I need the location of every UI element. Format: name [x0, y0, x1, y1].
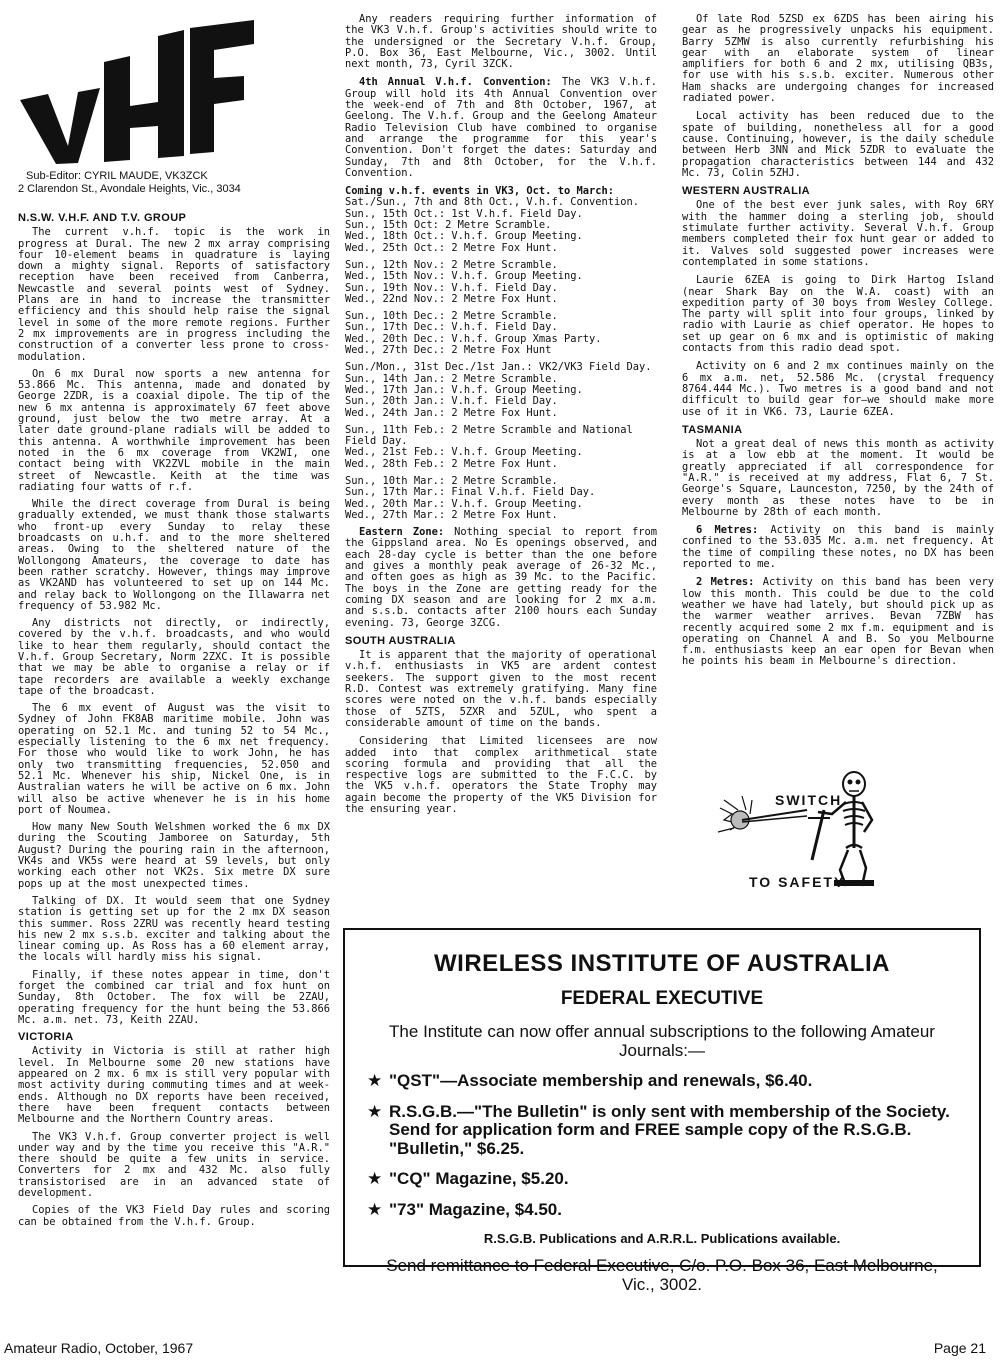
star-icon: ★ [367, 1169, 383, 1188]
events-title: Coming v.h.f. events in VK3, Oct. to March: [345, 185, 614, 198]
nsw-para: How many New South Welshmen worked the 6 mx DX during the Scouting Jamboree on Saturday, 5th August? During the pouring rain in the afternoon, VK4s and VK5s were heard at S9 levels, but only working each other not VK2s. Six metre DX sure pops up at the most unexpected times. [18, 821, 330, 890]
ad-journal-item [367, 1103, 959, 1159]
column-3 [682, 14, 994, 675]
nsw-para: Finally, if these notes appear in time, don't forget the combined car trial and fox hunt on Sunday, 8th October. The fox will be 2ZAU, operating frequency for the hunt being the 53.866 Mc. a.m. net. 73, Keith 2ZAU. [18, 968, 330, 1026]
event-item: Wed., 20th Mar.: V.h.f. Group Meeting. [345, 497, 583, 510]
sub-editor: Sub-Editor: CYRIL MAUDE, VK3ZCK [26, 170, 208, 182]
two-metres-runin: 2 Metres: [696, 576, 755, 589]
star-icon: ★ [367, 1199, 383, 1219]
star-icon: ★ [367, 1101, 383, 1121]
ad-journal-item [367, 1170, 959, 1189]
event-item: Wed., 15th Nov.: V.h.f. Group Meeting. [345, 270, 583, 283]
event-item: Wed., 18th Oct.: V.h.f. Group Meeting. [345, 230, 583, 243]
event-item: Sun., 15th Oct.: 1st V.h.f. Field Day. [345, 207, 583, 220]
event-item: Wed., 17th Jan.: V.h.f. Group Meeting. [345, 383, 583, 396]
sa-para: Considering that Limited licensees are now added into that complex arithmetical state scoring formula and providing that all the respective logs are submitted to the F.C.C. by the VK5 v.h.f. operators the State Trophy may again become the property of the VK5 Division for the ensuring year. [345, 735, 657, 815]
ad-publications: R.S.G.B. Publications and A.R.R.L. Publications available. [483, 1231, 841, 1246]
vic-para: Copies of the VK3 Field Day rules and scoring can be obtained from the V.h.f. Group. [18, 1204, 330, 1228]
six-metres-runin: 6 Metres: [696, 524, 759, 537]
nsw-para: On 6 mx Dural now sports a new antenna for 53.866 Mc. This antenna, made and donated by George 2ZDR, is a coaxial dipole. The tip of the new 6 mx antenna is approximately 67 feet above ground, just below the two metre array. At a later date ground-plane radials will be added to this antenna. A worthwhile improvement has been noted in the 6 mx coverage from VK2WI, one contact being with VK2ZVL mobile in the main street of Newcastle. Keith at the time was radiating four watts of r.f. [18, 367, 330, 493]
event-item: Wed., 20th Dec.: V.h.f. Group Xmas Party. [345, 332, 602, 345]
event-item: Wed., 27th Dec.: 2 Metre Fox Hunt [345, 344, 552, 357]
event-item: Sun., 15th Oct: 2 Metre Scramble. [345, 219, 552, 232]
event-item: Wed., 27th Mar.: 2 Metre Fox Hunt. [345, 508, 558, 521]
events-list [345, 186, 657, 521]
wa-para: Laurie 6ZEA is going to Dirk Hartog Island (near Shark Bay on the W.A. coast) with an expedition party of 30 boys from Wesley College. The party will split into four groups, linked by radio with Laurie as chief operator. He hopes to set up gear on 6 mx and is optimistic of making contacts from this radio dead spot. [682, 274, 994, 355]
readers-para: Any readers requiring further information of the VK3 V.h.f. Group's activities should write to the undersigned or the Secretary V.h.f. Group, P.O. Box 36, East Melbourne, Vic., 3002. Until next month, 73, Cyril 3ZCK. [345, 13, 657, 71]
event-item: Sun., 17th Dec.: V.h.f. Field Day. [345, 321, 558, 334]
nsw-para: Any districts not directly, or indirectly, covered by the v.h.f. broadcasts, and who would like to hear them regularly, should contact the V.h.f. Group Secretary, Norm 2ZXC. It is possible that we may be able to organise a relay or if tape recorders are available a weekly exchange tape of the broadcast. [18, 617, 330, 697]
event-item: Sun., 20th Jan.: V.h.f. Field Day. [345, 395, 558, 408]
nsw-para: The current v.h.f. topic is the work in progress at Dural. The new 2 mx array comprising four 10-element beams in quadrature is laying down a mighty signal. Reports of satisfactory reception have been received from Canberra, Newcastle and several points west of Sydney. Plans are in hand to increase the transmitter efficiency and this should help raise the signal level in some of the more remote regions. Further 2 mx improvements are in progress including the construction of a converter less prone to cross-modulation. [18, 226, 330, 363]
event-item: Sun., 19th Nov.: V.h.f. Field Day. [345, 281, 558, 294]
column-1 [18, 18, 330, 1234]
event-item: Sun./Mon., 31st Dec./1st Jan.: VK2/VK3 Field Day. [345, 361, 652, 374]
convention-text: The VK3 V.h.f. Group will hold its 4th Annual Convention over the week-end of 7th and 8th October, 1967, at Geelong. The V.h.f. Group and the Geelong Amateur Radio Television Club have combined to organise and arrange the programme for this year's Convention. Don't forget the dates: Saturday and Sunday, 7th and 8th October, for the V.h.f. Convention. [345, 76, 657, 179]
sa-cont-para: Of late Rod 5ZSD ex 6ZDS has been airing his gear as he progressively unpacks his equipment. Barry 5ZMW is also currently refurbishing his gear with an elaborate system of linear amplifiers for both 6 and 2 mx, utilising QB3s, for use with his s.s.b. exciter. Numerous other Ham shacks are undergoing changes for increased radiated power. [682, 13, 994, 105]
six-metres-text: Activity on this band is mainly confined to the 53.035 Mc. a.m. net frequency. At the time of compiling these notes, no DX has been reported to me. [682, 524, 994, 571]
event-item: Sun., 17th Mar.: Final V.h.f. Field Day. [345, 486, 596, 499]
event-item: Sun., 12th Nov.: 2 Metre Scramble. [345, 258, 558, 271]
wia-advertisement [343, 928, 981, 1294]
wa-para: One of the best ever junk sales, with Roy 6RY with the hammer doing a sterling job, should stimulate further activity. Several V.h.f. Group members completed their fox hunt gear or added to it. Valves sold suggested power increases were contemplated in some stations. [682, 199, 994, 268]
page-number: Page 21 [933, 1340, 986, 1356]
convention-runin: 4th Annual V.h.f. Convention: [359, 76, 552, 89]
ad-intro: The Institute can now offer annual subscriptions to the following Amateur Journals:— [389, 1022, 935, 1060]
two-metres-para [682, 577, 994, 667]
event-item: Sun., 11th Feb.: 2 Metre Scramble and National Field Day. [345, 423, 633, 448]
eastern-text: Nothing special to report from the Gippsland area. No Es openings observed, and each 28-day cycle is better than the one before and gives a monthly peak average of 26-32 Mc., and often goes as high as 39 Mc. to the Pacific. The boys in the Zone are getting ready for the coming DX season and are looking for 2 mx a.m. and s.s.b. contacts after 2100 hours each Sunday evening. 73, George 3ZCG. [345, 526, 657, 629]
convention-para [345, 77, 657, 179]
sub-editor-block [18, 170, 330, 195]
ad-title: WIRELESS INSTITUTE OF AUSTRALIA [434, 950, 890, 977]
heading-south-australia: SOUTH AUSTRALIA [345, 634, 456, 647]
wa-para: Activity on 6 and 2 mx continues mainly on the 6 mx a.m. net, 52.586 Mc. (crystal frequency 8764.444 Mc.). Two metres is a good band and not difficult to build gear for—we should make more use of it in VK6. 73, Laurie 6ZEA. [682, 360, 994, 418]
event-item: Wed., 22nd Nov.: 2 Metre Fox Hunt. [345, 292, 558, 305]
vhf-logo [18, 18, 258, 168]
sub-editor-address: 2 Clarendon St., Avondale Heights, Vic., 3034 [18, 182, 241, 195]
ad-journal-text: "QST"—Associate membership and renewals, $6.40. [389, 1071, 813, 1090]
ad-subtitle: FEDERAL EXECUTIVE [560, 988, 764, 1009]
star-icon: ★ [367, 1071, 383, 1090]
event-item: Sun., 14th Jan.: 2 Metre Scramble. [345, 372, 558, 385]
event-item: Sun., 10th Mar.: 2 Metre Scramble. [345, 474, 558, 487]
heading-western-australia: WESTERN AUSTRALIA [682, 185, 810, 198]
ad-journal-item [367, 1201, 959, 1220]
switch-to-safety-illustration [712, 770, 877, 890]
ad-journal-list [367, 1072, 959, 1219]
ad-journal-text: "CQ" Magazine, $5.20. [389, 1169, 569, 1188]
ad-journal-text: R.S.G.B.—"The Bulletin" is only sent with membership of the Society. Send for application form and FREE sample copy of the R.S.G.B. "Bulletin," $6.25. [389, 1101, 950, 1158]
sa-para: It is apparent that the majority of operational v.h.f. enthusiasts in VK5 are ardent contest seekers. The support given to the most recent R.D. Contest was extremely gratifying. Many fine scores were noted on the v.h.f. bands especially those of 5ZTS, 5ZXR and 5ZUL, who spent a considerable amount of time on the bands. [345, 649, 657, 729]
event-item: Sun., 10th Dec.: 2 Metre Scramble. [345, 310, 558, 323]
nsw-para: The 6 mx event of August was the visit to Sydney of John FK8AB maritime mobile. John was operating on 52.1 Mc. and tuning 52 to 54 Mc., especially listening to the 6 mx net frequency. For those who would like to work John, he has only two transmitting frequencies, 52.050 and 52.1 Mc. Whenever his ship, Nickel One, is in Australian waters he will be active on 6 mx. John will also be active whenever he is in his home port of Noumea. [18, 702, 330, 816]
two-metres-text: Activity on this band has been very low this month. This could be due to the cold weather we have had lately, but should pick up as the warmer weather arrives. Bevan 7ZBW has recently acquired some 2 mx f.m. equipment and is operating on Channel A and B. So you Melbourne f.m. enthusiasts keep an ear open for Bevan when he points his beam in Melbourne's direction. [682, 576, 994, 668]
event-item: Sat./Sun., 7th and 8th Oct., V.h.f. Convention. [345, 196, 640, 209]
sa-cont-para: Local activity has been reduced due to the spate of building, nonetheless all for a good cause. Continuing, however, is the daily schedule between Herb 3NN and Mick 5ZDR to evaluate the propagation characteristics between 144 and 432 Mc. 73, Colin 5ZHJ. [682, 110, 994, 179]
to-safety-label: TO SAFETY [749, 874, 846, 890]
ad-remittance: Send remittance to Federal Executive, C/o. P.O. Box 36, East Melbourne, Vic., 3002. [386, 1256, 938, 1294]
six-metres-para [682, 525, 994, 570]
event-item: Wed., 21st Feb.: V.h.f. Group Meeting. [345, 446, 583, 459]
ad-journal-text: "73" Magazine, $4.50. [389, 1199, 562, 1219]
heading-tasmania: TASMANIA [682, 423, 743, 436]
vic-para: The VK3 V.h.f. Group converter project is well under way and by the time you receive this "A.R." there should be quite a few units in service. Converters for 2 mx and 432 Mc. also fully transistorised are in an advanced state of development. [18, 1130, 330, 1200]
event-item: Wed., 28th Feb.: 2 Metre Fox Hunt. [345, 457, 558, 470]
vhf-logo-graphic [18, 18, 258, 168]
nsw-para: While the direct coverage from Dural is being gradually extended, we must thank those stalwarts who front-up every Sunday to relay these broadcasts on u.h.f. and to the more sheltered areas. Owing to the sheltered nature of the Wollongong Amateurs, the coverage to date has been rather scratchy. However, things may improve as VK2AND has volunteered to set up on 144 Mc. and relay back to Wollongong on the Illawarra net frequency of 53.982 Mc. [18, 498, 330, 612]
eastern-zone-para [345, 527, 657, 629]
column-2 [345, 14, 657, 822]
eastern-runin: Eastern Zone: [359, 526, 445, 539]
heading-victoria: VICTORIA [18, 1031, 74, 1044]
nsw-para: Talking of DX. It would seem that one Sydney station is getting set up for the 2 mx DX season this summer. Ross 2ZRU was recently heard testing his new 2 mx s.s.b. exciter and talking about the linear coming up. As Ross has a 60 element array, the locals will hardly miss his signal. [18, 894, 330, 964]
event-item: Wed., 24th Jan.: 2 Metre Fox Hunt. [345, 406, 558, 419]
switch-label: SWITCH [775, 792, 843, 808]
event-item: Wed., 25th Oct.: 2 Metre Fox Hunt. [345, 241, 558, 254]
ad-journal-item [367, 1072, 959, 1091]
heading-nsw: N.S.W. V.H.F. AND T.V. GROUP [18, 212, 187, 224]
vic-para: Activity in Victoria is still at rather high level. In Melbourne some 20 new stations have appeared on 2 mx. 6 mx is still very popular with most activity during commuting times and at week-ends. Although no DX reports have been received, there have been frequent contacts between Melbourne and the Northern Country areas. [18, 1045, 330, 1126]
footer-publication: Amateur Radio, October, 1967 [4, 1340, 194, 1356]
tas-para: Not a great deal of news this month as activity is at a low ebb at the moment. It would be greatly appreciated if all correspondence for "A.R." is received at my address, Flat 6, 7 St. George's Square, Launceston, 7250, by the 24th of every month as these notes have to be in Melbourne by 28th of each month. [682, 438, 994, 518]
skeleton-icon [712, 770, 877, 890]
